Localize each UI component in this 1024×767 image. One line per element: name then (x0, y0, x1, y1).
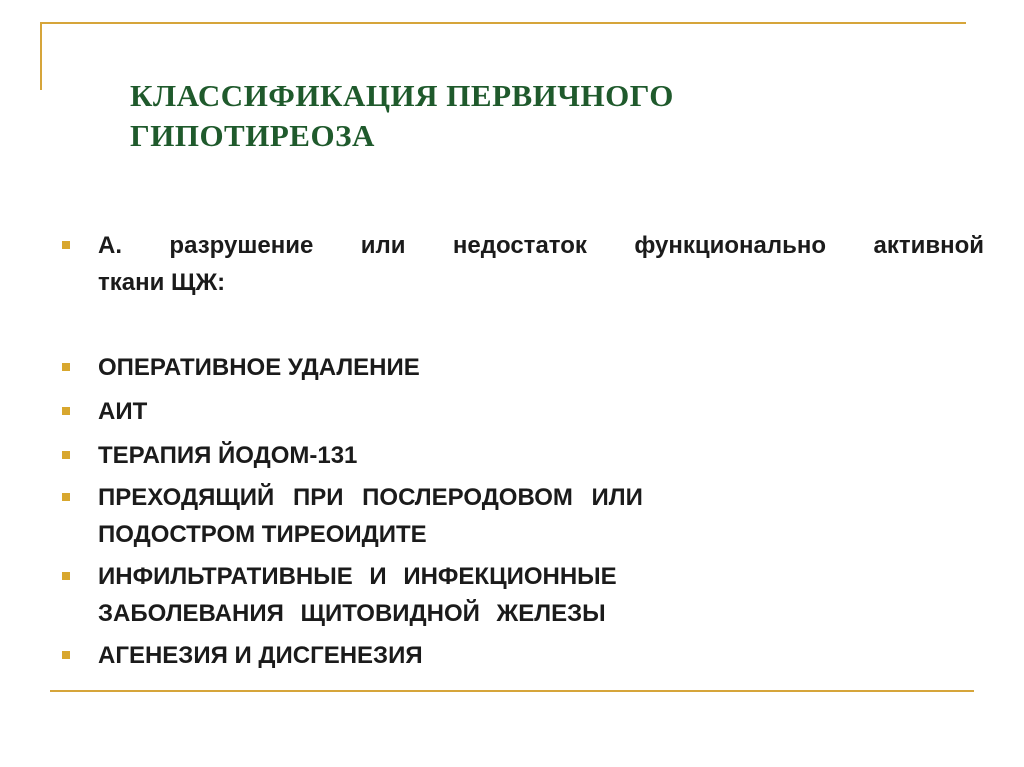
list-item-destruction (98, 227, 984, 301)
bullet-icon (62, 363, 70, 371)
list-item-line: ПОДОСТРОМ ТИРЕОИДИТЕ (98, 521, 427, 548)
list-item-line: ОПЕРАТИВНОЕ УДАЛЕНИЕ (98, 354, 420, 381)
bullet-icon (62, 572, 70, 580)
slide-title-line: ГИПОТИРЕОЗА (130, 118, 375, 153)
list-item-line: ТЕРАПИЯ ЙОДОМ-131 (98, 442, 358, 469)
list-item-iodine-therapy (98, 437, 984, 474)
bullet-icon (62, 451, 70, 459)
list-item-line: АГЕНЕЗИЯ И ДИСГЕНЕЗИЯ (98, 642, 423, 669)
list-item-agenesis (98, 637, 984, 674)
list-item-line: ЗАБОЛЕВАНИЯ ЩИТОВИДНОЙ ЖЕЛЕЗЫ (98, 600, 606, 627)
bullet-icon (62, 241, 70, 249)
list-item-line: А. разрушение или недостаток функционально активной (98, 232, 984, 259)
list-item-ait (98, 393, 984, 430)
bullet-icon (62, 493, 70, 501)
bullet-icon (62, 651, 70, 659)
slide-title-line: КЛАССИФИКАЦИЯ ПЕРВИЧНОГО (130, 78, 674, 113)
list-item-line: ткани ЩЖ: (98, 269, 226, 296)
list-item-surgical-removal (98, 349, 984, 386)
list-item-infiltrative-diseases (98, 558, 984, 632)
list-item-line: ИНФИЛЬТРАТИВНЫЕ И ИНФЕКЦИОННЫЕ (98, 563, 617, 590)
list-item-transient-thyroiditis (98, 479, 984, 553)
list-item-line: АИТ (98, 398, 148, 425)
bullet-icon (62, 407, 70, 415)
list-item-line: ПРЕХОДЯЩИЙ ПРИ ПОСЛЕРОДОВОМ ИЛИ (98, 484, 643, 511)
